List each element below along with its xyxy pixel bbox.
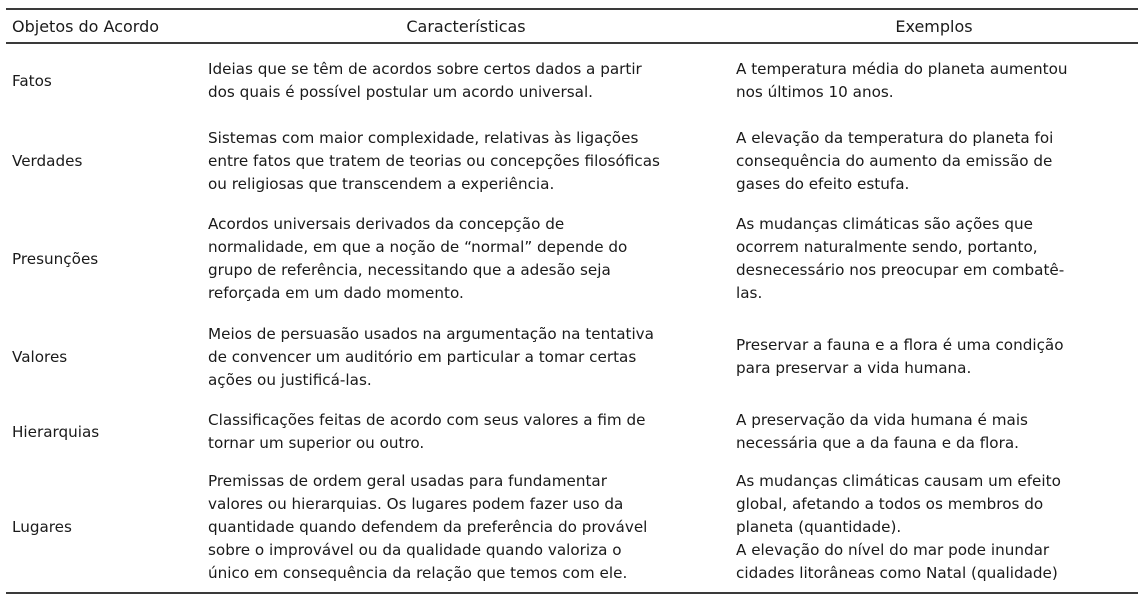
cell-caracteristicas: Meios de persuasão usados na argumentação na tentativa de convencer um auditório em particular a tomar certas ações ou justificá-las. [208,324,654,389]
cell-objeto: Valores [12,347,68,366]
cell-exemplos: As mudanças climáticas causam um efeito global, afetando a todos os membros do planeta (quantidade). A elevação do nível do mar pode inundar cidades litorâneas como Natal (qualidade) [730,463,1138,593]
cell-objeto: Fatos [12,71,52,90]
cell-exemplos: A elevação da temperatura do planeta foi consequência do aumento da emissão de gases do efeito estufa. [736,129,1054,193]
cell-caracteristicas: Acordos universais derivados da concepção de normalidade, em que a noção de “normal” depende do grupo de referência, necessitando que a adesão seja reforçada em um dado momento. [208,215,628,302]
cell-exemplos: As mudanças climáticas são ações que ocorrem naturalmente sendo, portanto, desnecessário nos preocupar em combatê- las. [736,215,1065,302]
cell-caracteristicas: Premissas de ordem geral usadas para fundamentar valores ou hierarquias. Os lugares podem fazer uso da quantidade quando defendem da preferência do provável sobre o improvável ou da qualidade quando valoriza o único em consequência da relação que temos com ele. [202,463,730,593]
acordo-table [6,8,1138,594]
acordo-table-container [6,8,1138,594]
table-row [6,463,1138,593]
table-row [6,313,1138,401]
cell-caracteristicas: Ideias que se têm de acordos sobre certos dados a partir dos quais é possível postular um acordo universal. [208,60,642,101]
table-row [6,43,1138,118]
table-row [6,205,1138,313]
header-objetos: Objetos do Acordo [6,9,202,43]
cell-objeto: Presunções [12,249,99,268]
header-exemplos: Exemplos [730,9,1138,43]
table-row [6,118,1138,205]
cell-exemplos: A preservação da vida humana é mais necessária que a da fauna e da flora. [736,411,1028,452]
header-caracteristicas: Características [202,9,730,43]
cell-objeto: Verdades [12,152,83,170]
header-row [6,9,1138,43]
cell-caracteristicas: Sistemas com maior complexidade, relativas às ligações entre fatos que tratem de teorias ou concepções filosóficas ou religiosas que transcendem a experiência. [208,129,660,193]
cell-caracteristicas: Classificações feitas de acordo com seus valores a fim de tornar um superior ou outro. [208,411,646,452]
cell-objeto: Lugares [6,463,202,593]
cell-objeto: Hierarquias [12,422,100,441]
table-row [6,401,1138,463]
cell-exemplos: Preservar a fauna e a flora é uma condição para preservar a vida humana. [736,336,1064,377]
cell-exemplos: A temperatura média do planeta aumentou nos últimos 10 anos. [736,60,1068,101]
